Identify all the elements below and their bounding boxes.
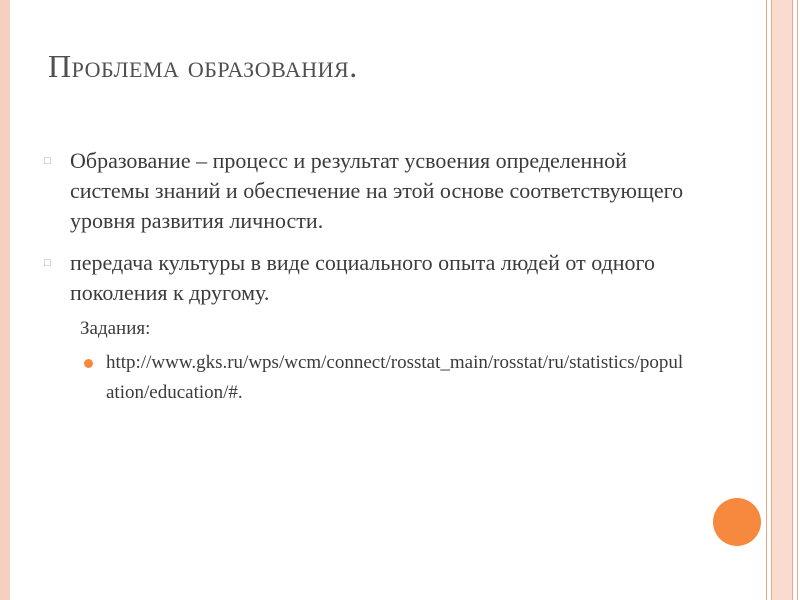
right-border-line (792, 0, 793, 600)
orange-circle-decoration (713, 498, 761, 546)
slide-title: Проблема образования. (48, 48, 358, 84)
bullet-item (44, 146, 704, 236)
tasks-label: Задания: (80, 318, 151, 339)
orange-dot-bullet-icon (80, 348, 106, 378)
left-border-band (0, 0, 10, 600)
link-bullet-item (80, 348, 704, 408)
right-border-line (766, 0, 767, 600)
square-bullet-icon: □ (44, 155, 51, 167)
bullet-text: Образование – процесс и результат усвоения определенной системы знаний и обеспечение на этой основе соответствующего уровня развития личности. (70, 148, 684, 233)
link-text[interactable]: http://www.gks.ru/wps/wcm/connect/rosstat_main/rosstat/ru/statistics/population/education/#. (106, 352, 684, 403)
bullet-text: передача культуры в виде социального опыта людей от одного поколения к другому. (70, 250, 656, 305)
square-bullet-icon: □ (44, 257, 51, 269)
right-border-band (772, 0, 792, 600)
bullet-item (44, 248, 704, 308)
right-border-line (797, 0, 798, 600)
slide-content (44, 146, 704, 408)
